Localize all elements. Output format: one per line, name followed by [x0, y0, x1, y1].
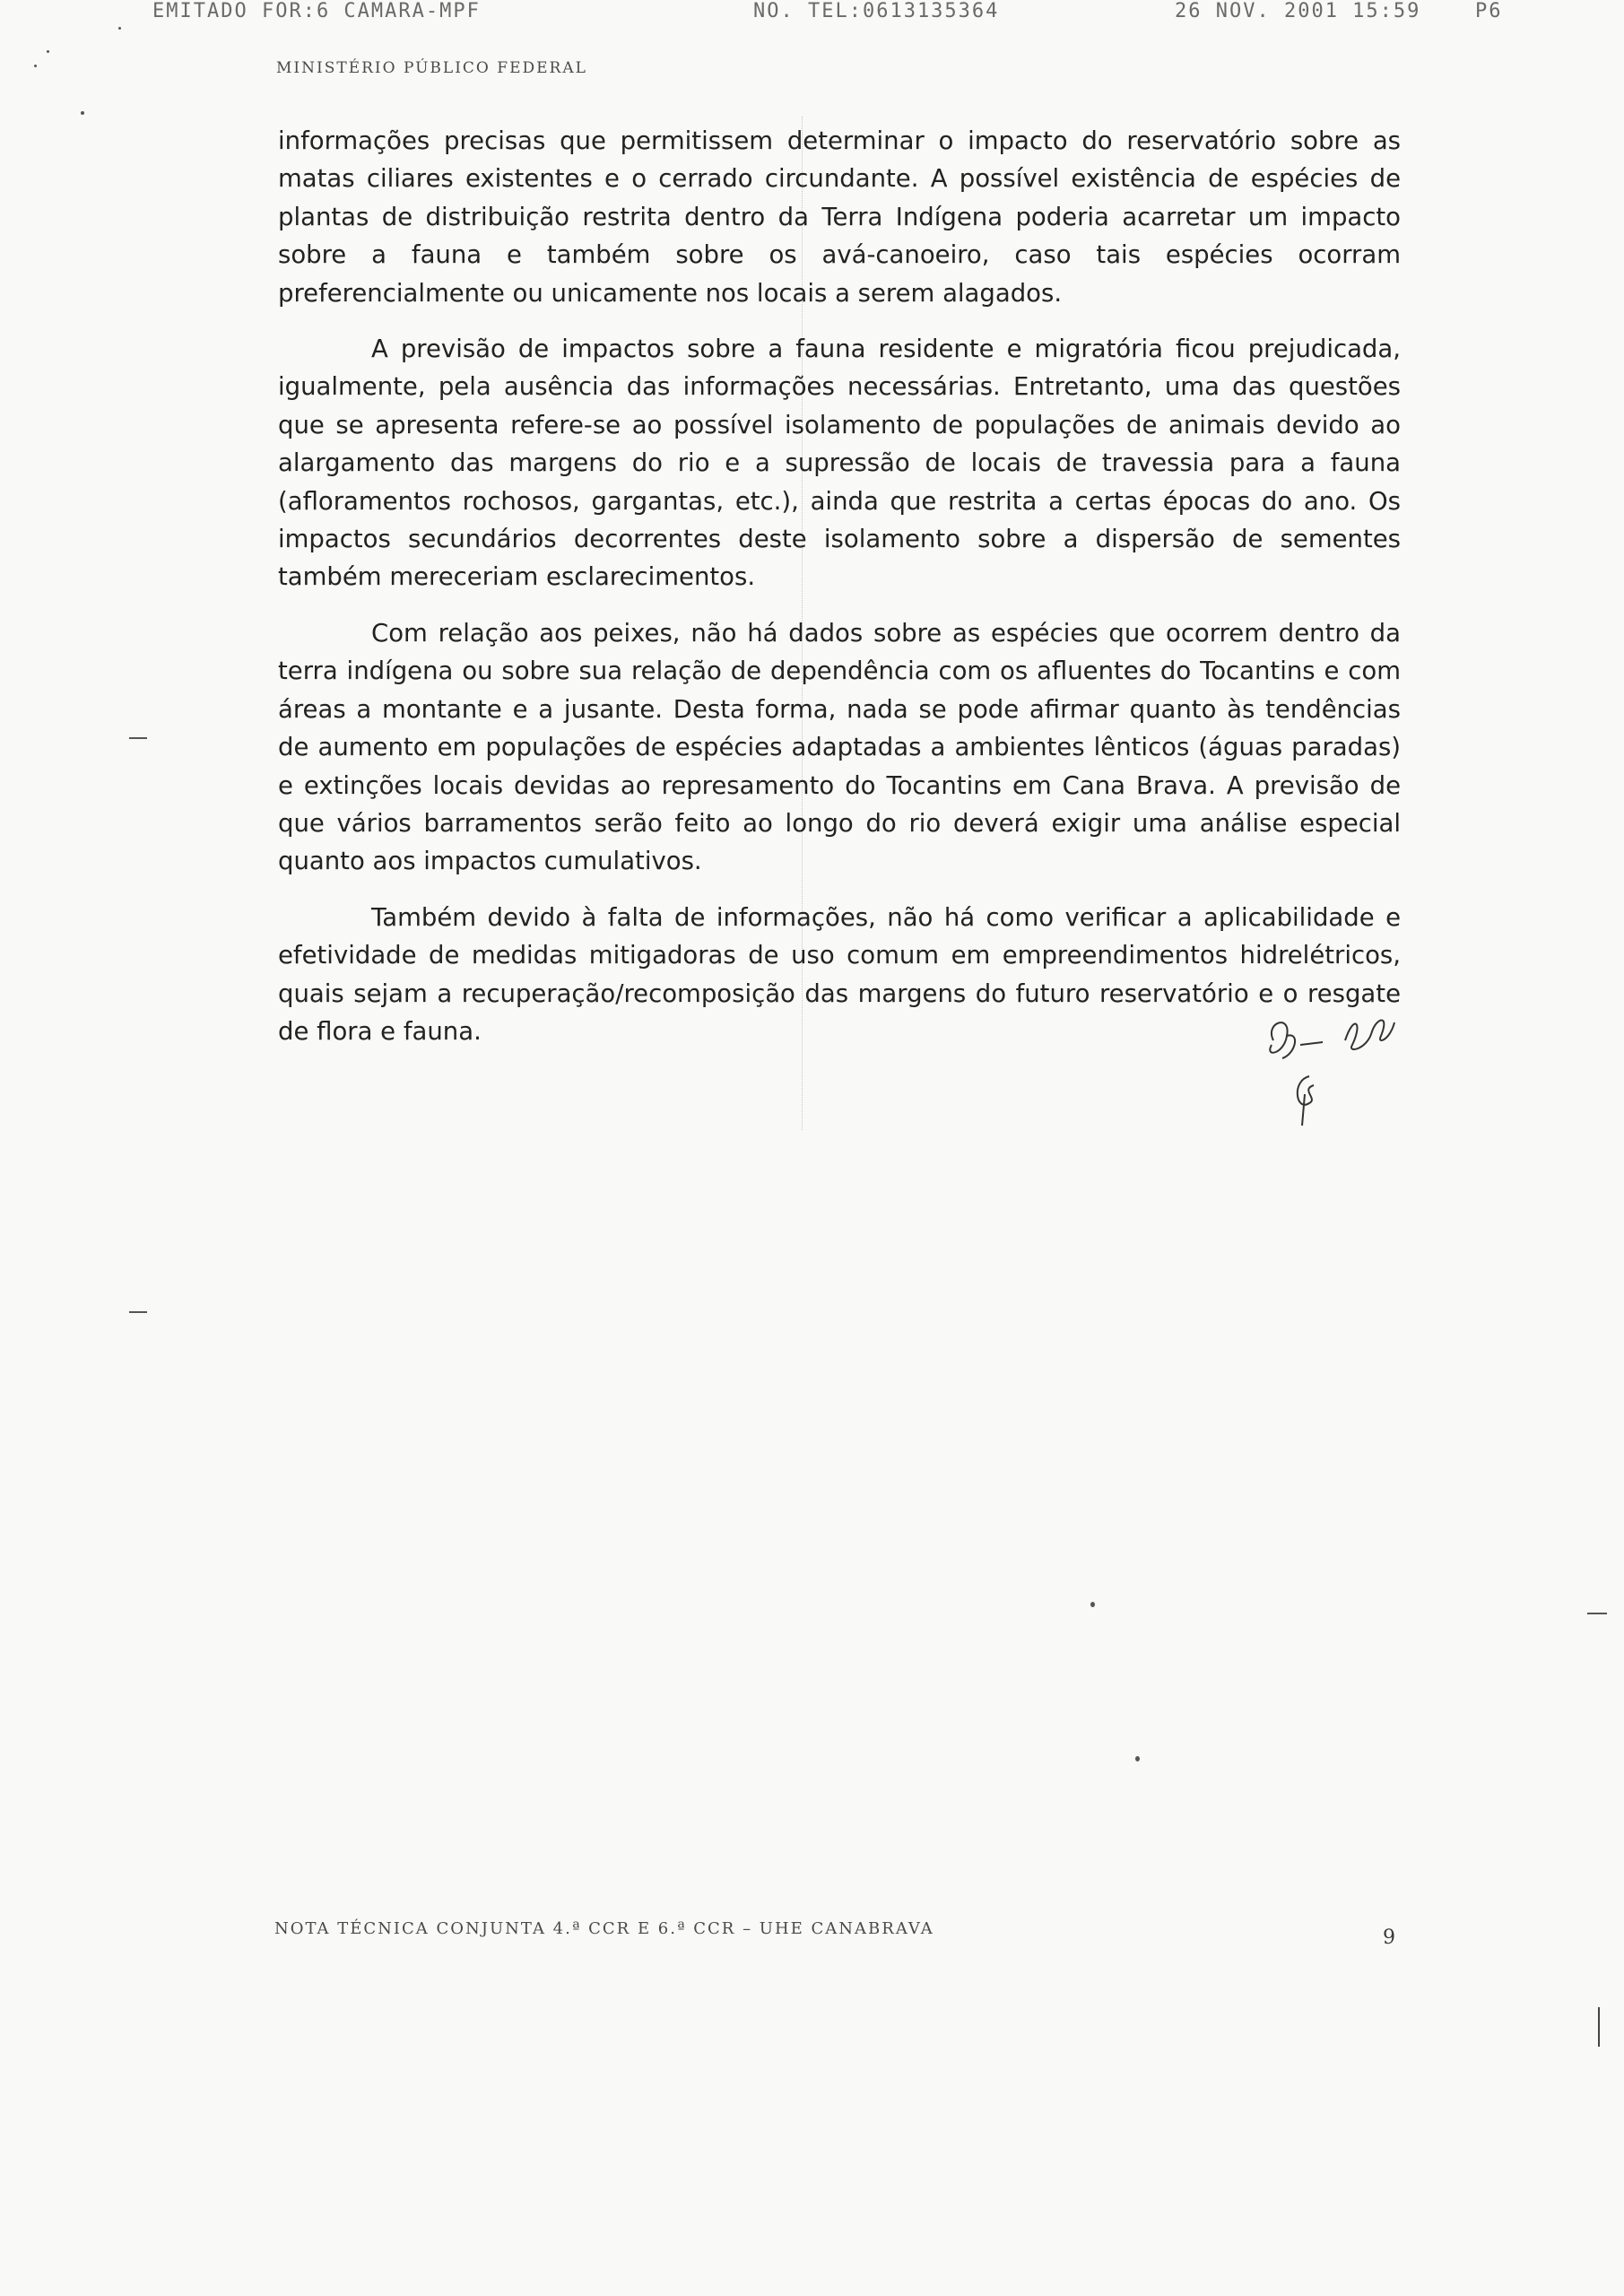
scan-speck: [1135, 1756, 1140, 1761]
scan-mark: [1598, 2007, 1600, 2047]
scan-speck: [118, 27, 121, 30]
fax-phone-number: NO. TEL:0613135364: [753, 0, 1000, 22]
ministry-header: MINISTÉRIO PÚBLICO FEDERAL: [276, 59, 587, 77]
fax-transmission-header: [152, 0, 1515, 23]
scan-speck: [34, 65, 37, 67]
scan-speck: [1090, 1602, 1095, 1607]
fax-datetime: 26 NOV. 2001 15:59: [1175, 0, 1421, 22]
scan-speck: [81, 111, 84, 115]
paragraph-flora: informações precisas que permitissem determinar o impacto do reservatório sobre as matas ciliares existentes e o cerrado circundante. A possível existência de espécies de plantas de distribuição restrita dentro da Terra Indígena poderia acarretar um impacto sobre a fauna e também sobre os avá-canoeiro, caso tais espécies ocorram preferencialmente ou unicamente nos locais a serem alagados.: [278, 126, 1401, 308]
document-body: [278, 122, 1401, 1068]
paragraph-mitigation: Também devido à falta de informações, não há como verificar a aplicabilidade e efetividade de medidas mitigadoras de uso comum em empreendimentos hidrelétricos, quais sejam a recuperação/recomposição das margens do futuro reservatório e o resgate de flora e fauna.: [278, 902, 1401, 1046]
page-number: 9: [1383, 1926, 1395, 1949]
paragraph-fish: Com relação aos peixes, não há dados sobre as espécies que ocorrem dentro da terra indígena ou sobre sua relação de dependência com os afluentes do Tocantins e com áreas a montante e a jusante. Desta forma, nada se pode afirmar quanto às tendências de aumento em populações de espécies adaptadas a ambientes lênticos (águas paradas) e extinções locais devidas ao represamento do Tocantins em Cana Brava. A previsão de que vários barramentos serão feito ao longo do rio deverá exigir uma análise especial quanto aos impactos cumulativos.: [278, 618, 1401, 876]
handwritten-signature: [1246, 1004, 1426, 1130]
scan-mark: [129, 737, 147, 739]
scan-mark: [129, 1311, 147, 1313]
fax-page-indicator: P6: [1475, 0, 1503, 22]
paragraph-fauna: A previsão de impactos sobre a fauna residente e migratória ficou prejudicada, igualmente, pela ausência das informações necessárias. Entretanto, uma das questões que se apresenta refere-se ao possível isolamento de populações de animais devido ao alargamento das margens do rio e a supressão de locais de travessia para a fauna (afloramentos rochosos, gargantas, etc.), ainda que restrita a certas épocas do ano. Os impactos secundários decorrentes deste isolamento sobre a dispersão de sementes também mereceriam esclarecimentos.: [278, 335, 1401, 592]
scan-speck: [47, 50, 49, 53]
fax-sender: EMITADO FOR:6 CAMARA-MPF: [152, 0, 481, 22]
scan-mark: [1587, 1613, 1607, 1614]
footer-note: NOTA TÉCNICA CONJUNTA 4.ª CCR E 6.ª CCR – UHE CANABRAVA: [274, 1919, 934, 1938]
